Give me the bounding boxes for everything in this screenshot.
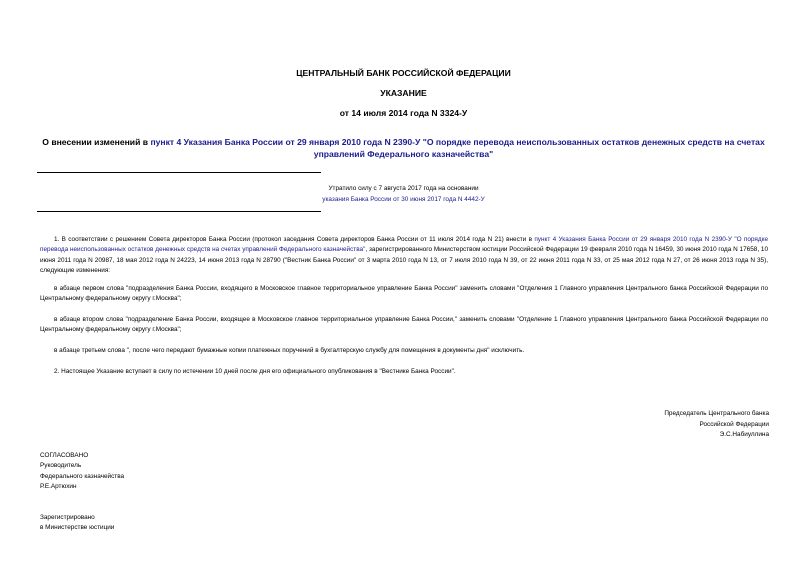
- status-line: Утратило силу с 7 августа 2017 года на основании: [328, 185, 479, 192]
- issuer-heading: ЦЕНТРАЛЬНЫЙ БАНК РОССИЙСКОЙ ФЕДЕРАЦИИ: [296, 68, 511, 78]
- paragraph-1: [40, 235, 768, 276]
- status-link[interactable]: указания Банка России от 30 июня 2017 года N 4442-У: [322, 195, 485, 203]
- p4-text: в абзаце третьем слова ", после чего передают бумажные копии платежных поручений в бухгалтерскую службу для помещения в документы дня" исключить.: [54, 347, 525, 354]
- bottom-divider: [37, 211, 321, 212]
- agreed-position: Руководитель: [40, 462, 82, 470]
- agreed-org: Федерального казначейства: [40, 472, 125, 480]
- p1-link[interactable]: пункт 4 Указания Банка России от 29 января 2010 года N 2390-У "О порядке перевода неиспользованных остатков денежных средств на счетах управлений Федерального казначейства": [40, 236, 768, 254]
- document-title: [40, 136, 767, 160]
- agreed-block: [40, 451, 240, 492]
- p3-text: в абзаце втором слова "подразделение Банка России, входящее в Московское главное территориальное управление Банка России," заменить словами "Отделение 1 Главного управления Центрального банка Российской Федерации по Центральному федеральному округу г.Москва";: [40, 316, 768, 334]
- title-prefix: О внесении изменений в: [42, 137, 151, 147]
- signature-org: Российской Федерации: [699, 420, 769, 428]
- registration-heading: Зарегистрировано: [40, 514, 95, 521]
- top-divider: [37, 172, 321, 173]
- p5-text: 2. Настоящее Указание вступает в силу по истечении 10 дней после дня его официального опубликования в "Вестнике Банка России".: [54, 368, 456, 375]
- signature-block: [560, 409, 769, 441]
- p1-text-end: , зарегистрированного Министерством юстиции Российской Федерации 19 февраля 2010 года N 16459, 30 июня 2010 года N 17658, 10 июня 2011 года N 20987, 18 мая 2012 года N 24223, 14 июня 2013 года N 28790 ("Вестник Банка России" от 3 марта 2010 года N 13, от 7 июля 2010 года N 39, от 22 июня 2011 года N 33, от 25 мая 2012 года N 27, от 26 июня 2013 года N 35), следующие изменения:: [40, 246, 769, 274]
- title-link[interactable]: пункт 4 Указания Банка России от 29 января 2010 года N 2390-У "О порядке перевода неиспользованных остатков денежных средств на счетах управлений Федерального казначейства": [150, 137, 765, 159]
- p1-text-start: 1. В соответствии с решением Совета директоров Банка России (протокол заседания Совета директоров Банка России от 11 июля 2014 года N 21) внести в: [54, 236, 535, 243]
- agreed-name: Р.Е.Артюхин: [40, 482, 77, 490]
- signature-position: Председатель Центрального банка: [664, 410, 769, 417]
- document-type: УКАЗАНИЕ: [380, 88, 427, 98]
- paragraph-5: [40, 367, 768, 377]
- paragraph-3: [40, 315, 768, 336]
- registration-block: [40, 513, 240, 534]
- document-date-number: от 14 июля 2014 года N 3324-У: [339, 108, 468, 118]
- p2-text: в абзаце первом слова "подразделения Банка России, входящего в Московское главное территориальное управление Банка России" заменить словами "Отделения 1 Главного управления Центрального банка Российской Федерации по Центральному федеральному округу г.Москва";: [40, 285, 768, 303]
- agreed-heading: СОГЛАСОВАНО: [40, 452, 89, 459]
- paragraph-2: [40, 284, 768, 305]
- paragraph-4: [40, 346, 768, 356]
- signature-name: Э.С.Набиуллина: [719, 431, 769, 438]
- status-note: [0, 184, 807, 205]
- registration-body: в Министерстве юстиции: [40, 524, 115, 532]
